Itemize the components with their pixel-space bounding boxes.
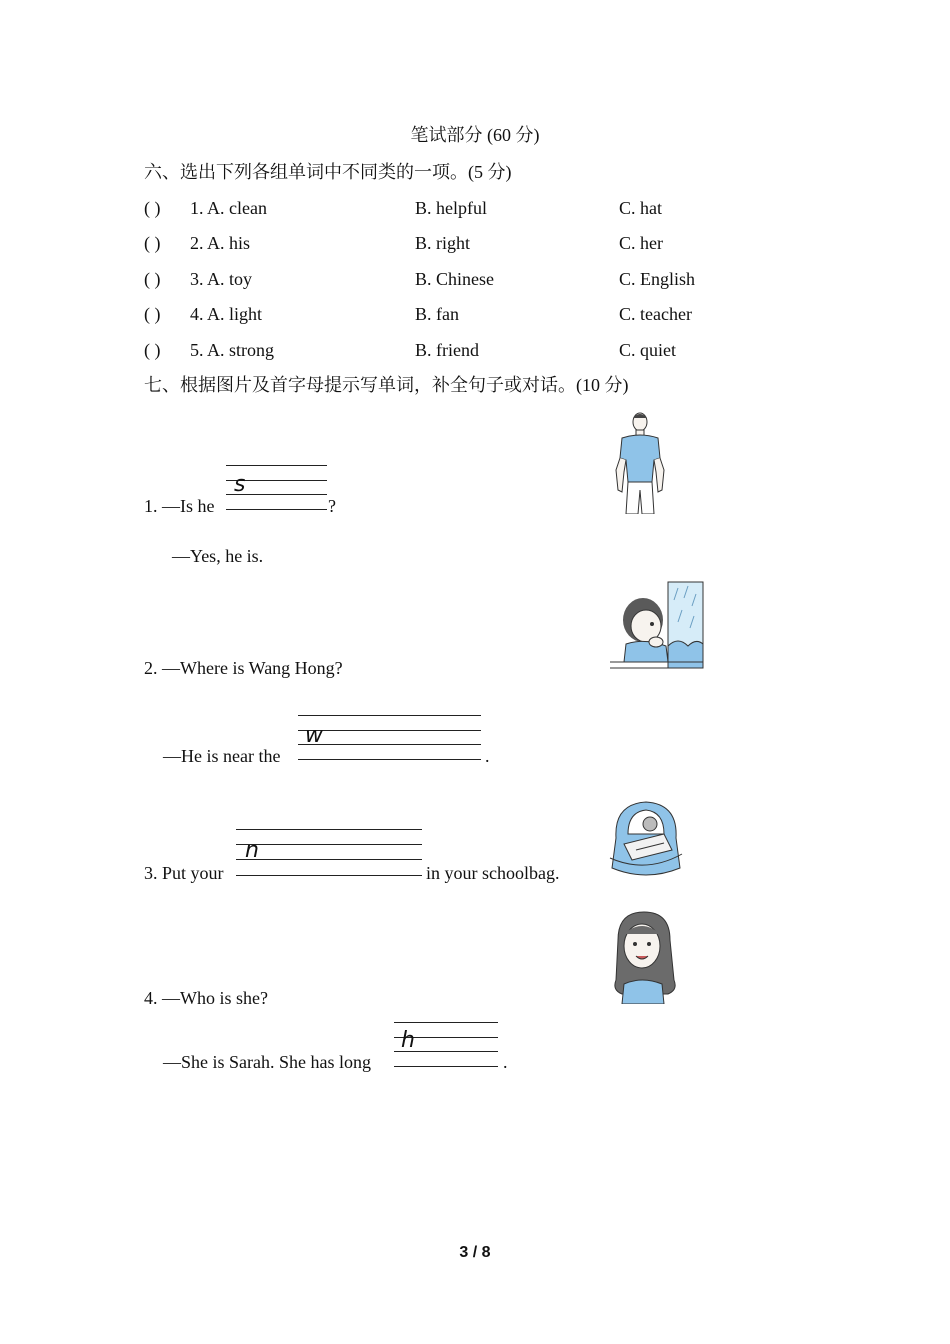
q2-punctuation: . xyxy=(485,746,490,766)
option-c: C. hat xyxy=(619,198,662,218)
option-a: 4. A. light xyxy=(190,304,263,324)
option-b: B. friend xyxy=(415,340,479,360)
option-b: B. Chinese xyxy=(415,269,494,289)
option-c: C. quiet xyxy=(619,340,676,360)
strong-man-picture xyxy=(610,410,668,514)
section-7-heading: 七、根据图片及首字母提示写单词，补全句子或对话。(10 分) xyxy=(144,375,629,395)
option-a: 5. A. strong xyxy=(190,340,275,360)
q3-hint-letter: n xyxy=(245,838,259,863)
q2-hint-letter: w xyxy=(305,723,323,748)
page-title: 笔试部分 (60 分) xyxy=(410,125,540,145)
q4-hint-letter: h xyxy=(401,1028,415,1053)
option-c: C. her xyxy=(619,233,663,253)
q4-punctuation: . xyxy=(503,1052,508,1072)
option-a: 1. A. clean xyxy=(190,198,267,218)
q2-question: 2. —Where is Wang Hong? xyxy=(144,658,343,678)
option-a: 2. A. his xyxy=(190,233,251,253)
boy-at-window-picture xyxy=(608,580,705,672)
option-b: B. fan xyxy=(415,304,459,324)
q4-prompt: —She is Sarah. She has long xyxy=(163,1052,371,1072)
q1-prompt: 1. —Is he xyxy=(144,496,215,516)
answer-blank[interactable]: ( ) xyxy=(144,269,161,289)
answer-blank[interactable]: ( ) xyxy=(144,198,161,218)
option-b: B. helpful xyxy=(415,198,487,218)
q2-prompt: —He is near the xyxy=(163,746,281,766)
option-c: C. English xyxy=(619,269,696,289)
q1-answer: —Yes, he is. xyxy=(172,546,264,566)
section-6-heading: 六、选出下列各组单词中不同类的一项。(5 分) xyxy=(144,162,512,182)
option-a: 3. A. toy xyxy=(190,269,253,289)
q1-punctuation: ? xyxy=(328,496,336,516)
q4-question: 4. —Who is she? xyxy=(144,988,268,1008)
girl-long-hair-picture xyxy=(608,910,680,1004)
answer-blank[interactable]: ( ) xyxy=(144,233,161,253)
answer-blank[interactable]: ( ) xyxy=(144,304,161,324)
q3-sentence-end: in your schoolbag. xyxy=(426,863,560,883)
page-number: 3 / 8 xyxy=(459,1244,491,1261)
answer-blank[interactable]: ( ) xyxy=(144,340,161,360)
q1-hint-letter: s xyxy=(234,472,246,497)
schoolbag-picture xyxy=(606,798,686,880)
option-b: B. right xyxy=(415,233,471,253)
q3-prompt: 3. Put your xyxy=(144,863,224,883)
option-c: C. teacher xyxy=(619,304,692,324)
